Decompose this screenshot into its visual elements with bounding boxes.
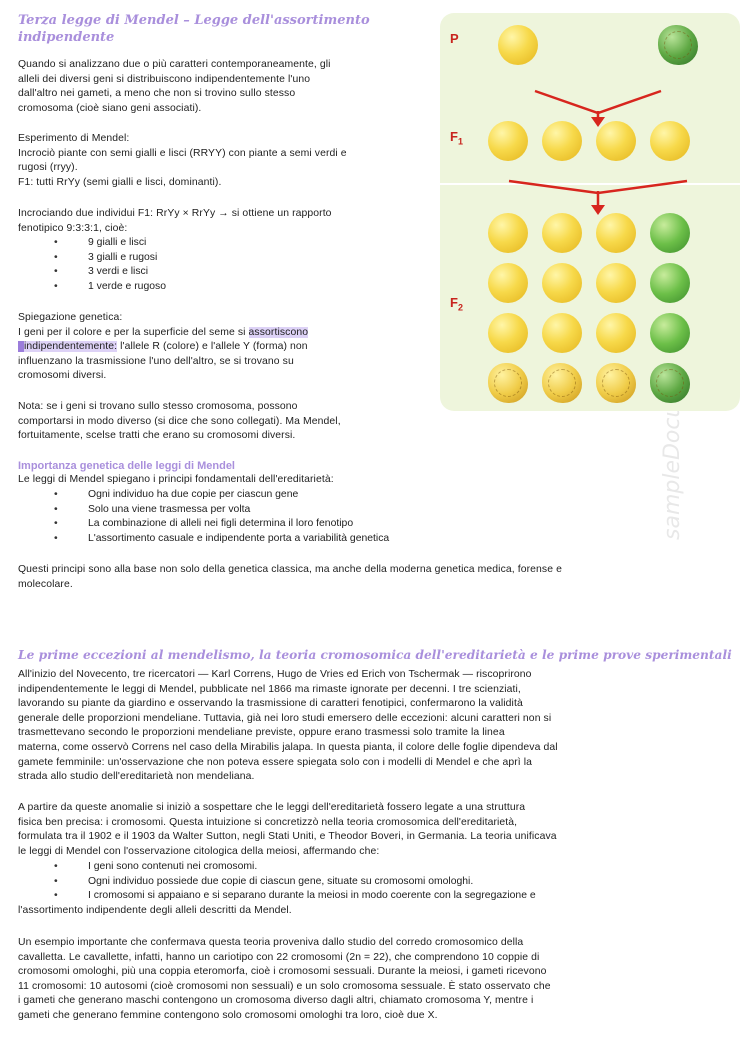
grasshopper-paragraph (18, 936, 726, 1024)
text-line: generale delle proporzioni mendeliane. Tuttavia, già nei loro studi emersero delle eccezioni: alcuni caratteri non si (18, 712, 552, 724)
text-line: A partire da queste anomalie si iniziò a sospettare che le leggi dell'ereditarietà fossero legate a una struttura (18, 802, 526, 813)
text-line: cromosoma (cioè siano geni associati). (18, 102, 202, 114)
list-item: • I cromosomi si appaiano e si separano durante la meiosi in modo coerente con la segregazione e (54, 889, 536, 904)
importance-closing (18, 563, 726, 592)
section-title-line: Terza legge di Mendel – Legge dell'assortimento (18, 13, 370, 28)
yellow-smooth-pea-icon (488, 213, 528, 253)
list-item: • La combinazione di alleli nei figli determina il loro fenotipo (54, 517, 389, 532)
text-line: trasmettevano secondo le proporzioni mendeliane previste, oppure erano trasmessi solo tramite la linea (18, 727, 505, 739)
text-line: strada allo studio dell'ereditarietà non mendeliana. (18, 771, 255, 783)
generation-label-p: P (450, 31, 459, 46)
text-line: influenzano la trasmissione l'uno dell'altro, se si trovano su (18, 355, 294, 367)
text-line: formulata tra il 1902 e il 1903 da Walter Sutton, negli Stati Uniti, e Theodor Boveri, in Germania. La teoria unificava (18, 831, 557, 843)
text-line (18, 340, 438, 355)
yellow-smooth-pea-icon (498, 25, 538, 65)
section2-title: Le prime eccezioni al mendelismo, la teoria cromosomica dell'ereditarietà e le prime prove sperimentali (18, 648, 732, 662)
list-item: • 3 verdi e lisci (54, 265, 166, 280)
list-item: • I geni sono contenuti nei cromosomi. (54, 860, 536, 875)
green-wrinkled-pea-icon (658, 25, 698, 65)
yellow-smooth-pea-icon (542, 263, 582, 303)
label-subscript: 1 (457, 136, 463, 147)
yellow-smooth-pea-icon (596, 313, 636, 353)
text-line: 11 cromosomi: 10 autosomi (cioè cromosomi non sessuali) e un solo cromosoma sessuale. È stato osservato che (18, 980, 551, 992)
text-line: lavorando su piante da giardino e osservando la trasmissione di caratteri fenotipici, confermarono la validità (18, 698, 523, 710)
text-line: cromosomi diversi. (18, 370, 107, 382)
generation-label-f2 (450, 295, 463, 313)
note-paragraph (18, 400, 448, 444)
text-line: comportarsi in modo diverso (si dice che sono collegati). Ma Mendel, (18, 415, 341, 427)
explanation-paragraph (18, 311, 438, 384)
text-line: fortuitamente, scelse tratti che erano su cromosomi diversi. (18, 430, 296, 442)
text-line: Esperimento di Mendel: (18, 133, 130, 144)
text-line: Incrociò piante con semi gialli e lisci (RRYY) con piante a semi verdi e (18, 147, 347, 159)
text-line: cavalletta. Le cavallette, infatti, hanno un cariotipo con 22 cromosomi (2n = 22), che comprendono 10 coppie di (18, 951, 540, 963)
text-line: Incrociando due individui F1: RrYy × RrYy → si ottiene un rapporto (18, 208, 332, 219)
list-item: • 1 verde e rugoso (54, 280, 166, 295)
label-text: F (450, 129, 458, 144)
yellow-wrinkled-pea-icon (488, 363, 528, 403)
ratio-paragraph (18, 207, 438, 236)
yellow-smooth-pea-icon (488, 313, 528, 353)
theory-paragraph (18, 801, 726, 859)
text-line: cromosomi omologhi, più una coppia eteromorfa, cioè i cromosomi sessuali. Durante la meiosi, i gameti ricevono (18, 966, 547, 978)
text-line: l'assortimento indipendente degli alleli descritti da Mendel. (18, 905, 292, 916)
text-line: molecolare. (18, 578, 73, 590)
text-line: fisica ben precisa: i cromosomi. Questa intuizione si concretizzò nella teoria cromosomica dell'ereditarietà, (18, 816, 518, 828)
generation-label-f1 (450, 129, 463, 147)
text-line: gameti che generano femmine contengono solo cromosomi omologhi tra loro, cioè due X. (18, 1009, 438, 1021)
text-line: All'inizio del Novecento, tre ricercatori — Karl Correns, Hugo de Vries ed Erich von Tschermak — riscoprirono (18, 669, 532, 680)
text-line: rugosi (rryy). (18, 162, 78, 174)
text-line: Le leggi di Mendel spiegano i principi fondamentali dell'ereditarietà: (18, 474, 334, 485)
yellow-wrinkled-pea-icon (542, 363, 582, 403)
text-line: materna, come osservò Correns nel caso della Mirabilis jalapa. In questa pianta, il colore delle foglie dipendeva dal (18, 741, 558, 753)
experiment-paragraph (18, 132, 438, 190)
text-line: F1: tutti RrYy (semi gialli e lisci, dominanti). (18, 176, 222, 188)
section-title-line: indipendente (18, 30, 115, 45)
text-line: i gameti che generano maschi contengono un cromosoma diverso dagli altri, chiamato cromosoma Y, mentre i (18, 995, 534, 1007)
yellow-smooth-pea-icon (542, 213, 582, 253)
yellow-smooth-pea-icon (542, 121, 582, 161)
arrow-line (535, 91, 661, 113)
text-line: indipendentemente le leggi di Mendel, pubblicate nel 1866 ma rimaste ignorate per decenni. I tre scienziati, (18, 683, 521, 695)
theory-list (54, 860, 536, 904)
green-smooth-pea-icon (650, 213, 690, 253)
text-line: fenotipico 9:3:3:1, cioè: (18, 222, 128, 234)
importance-list (54, 488, 389, 546)
yellow-smooth-pea-icon (596, 263, 636, 303)
yellow-smooth-pea-icon (596, 213, 636, 253)
list-item: • 3 gialli e rugosi (54, 251, 166, 266)
yellow-smooth-pea-icon (488, 263, 528, 303)
green-smooth-pea-icon (650, 263, 690, 303)
history-paragraph (18, 668, 726, 785)
text-line: Un esempio importante che confermava questa teoria proveniva dallo studio del corredo cromosomico della (18, 937, 524, 948)
label-subscript: 2 (457, 302, 463, 313)
text-line: gamete femminile: un'osservazione che non poteva essere spiegata solo con i modelli di Mendel e che aprì la (18, 756, 533, 768)
list-item: • 9 gialli e lisci (54, 236, 166, 251)
section-title (18, 12, 370, 46)
yellow-smooth-pea-icon (596, 121, 636, 161)
highlight: indipendentemente: (18, 341, 117, 352)
green-wrinkled-pea-icon (650, 363, 690, 403)
text-line: dall'altro nei gameti, a meno che non si trovino sullo stesso (18, 88, 296, 100)
text-line: Questi principi sono alla base non solo della genetica classica, ma anche della moderna genetica medica, forense e (18, 564, 562, 575)
text-line: Quando si analizzano due o più caratteri contemporaneamente, gli (18, 59, 331, 70)
yellow-smooth-pea-icon (542, 313, 582, 353)
green-smooth-pea-icon (650, 313, 690, 353)
text-fragment: I geni per il colore e per la superficie del seme si (18, 326, 249, 338)
text-line: Spiegazione genetica: (18, 312, 123, 323)
yellow-smooth-pea-icon (650, 121, 690, 161)
dihybrid-cross-figure (440, 13, 740, 411)
text-fragment: l'allele R (colore) e l'allele Y (forma) non (117, 341, 308, 353)
highlight: assortiscono (248, 326, 309, 338)
list-item: • Ogni individuo ha due copie per ciascun gene (54, 488, 389, 503)
theory-tail (18, 904, 726, 919)
yellow-wrinkled-pea-icon (596, 363, 636, 403)
text-line: Nota: se i geni si trovano sullo stesso cromosoma, possono (18, 401, 298, 412)
text-line (18, 326, 438, 341)
list-item: • Ogni individuo possiede due copie di ciascun gene, situate su cromosomi omologhi. (54, 875, 536, 890)
importance-heading: Importanza genetica delle leggi di Mendel (18, 460, 235, 472)
importance-intro (18, 473, 726, 488)
arrow-head (591, 205, 605, 215)
ratio-list (54, 236, 166, 294)
list-item: • Solo una viene trasmessa per volta (54, 503, 389, 518)
yellow-smooth-pea-icon (488, 121, 528, 161)
cross-arrows (440, 13, 740, 411)
text-line: alleli dei diversi geni si distribuiscono indipendentemente l'uno (18, 73, 311, 85)
intro-paragraph (18, 58, 438, 116)
list-item: • L'assortimento casuale e indipendente porta a variabilità genetica (54, 532, 389, 547)
text-line: le leggi di Mendel con l'osservazione citologica della meiosi, affermando che: (18, 845, 380, 857)
label-text: F (450, 295, 458, 310)
